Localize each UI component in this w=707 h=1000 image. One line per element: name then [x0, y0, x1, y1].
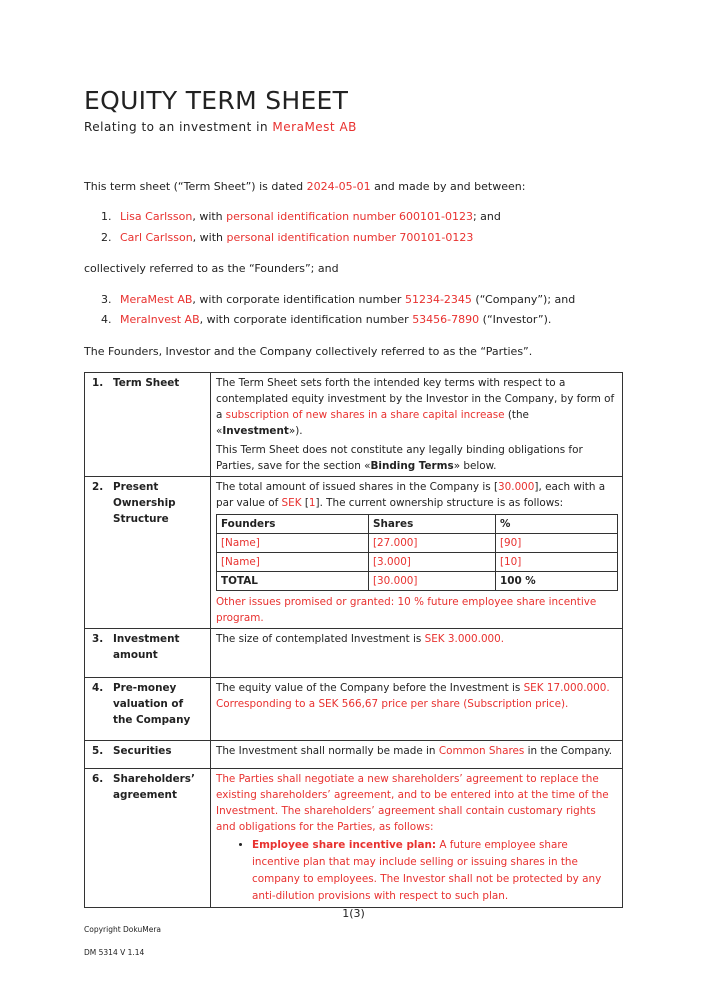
party-number: 2. — [101, 231, 112, 244]
page-number: 1(3) — [342, 907, 365, 920]
term-sheet-date: 2024-05-01 — [306, 180, 371, 193]
body-highlight: 1 — [308, 497, 316, 509]
section-row-valuation — [85, 678, 623, 741]
section-label: Term Sheet — [113, 377, 180, 389]
ownership-cell: [27.000] — [369, 534, 496, 553]
section-label: Investment amount — [113, 633, 180, 661]
body-highlight: SEK 17.000.000. Corresponding to a SEK 566,67 price per share (Subscription price). — [216, 682, 610, 710]
party-text: , with — [192, 210, 227, 223]
party-item-2 — [101, 231, 473, 244]
body-highlight: SEK — [281, 497, 302, 509]
section-label-cell — [85, 373, 211, 477]
ownership-table — [216, 514, 618, 591]
section-label: Present Ownership Structure — [113, 481, 176, 525]
section-label-cell — [85, 678, 211, 741]
body-text: ]. The current ownership structure is as follows: — [315, 497, 564, 509]
party-text: , with — [192, 231, 227, 244]
ownership-total-shares: [30.000] — [369, 572, 496, 591]
document-subtitle — [84, 120, 357, 134]
section-number: 2. — [92, 481, 104, 493]
party-number: 3. — [101, 293, 112, 306]
section-row-term-sheet — [85, 373, 623, 477]
subtitle-prefix: Relating to an investment in — [84, 120, 273, 134]
section-number: 1. — [92, 377, 104, 389]
ownership-cell: [3.000] — [369, 553, 496, 572]
body-text: The Investment shall normally be made in — [216, 745, 439, 757]
ownership-total-percent: 100 % — [496, 572, 618, 591]
party-name: Lisa Carlsson — [120, 210, 193, 223]
section-paragraph — [216, 442, 618, 474]
list-item-text: A future employee share incentive plan that may include selling or issuing shares in the company to employees. The Investor shall not be protected by any anti-dilution provisions with respect to such plan. — [252, 839, 602, 902]
section-body — [211, 741, 623, 769]
ownership-total-row — [217, 572, 618, 591]
shareholder-terms-list — [216, 837, 618, 905]
section-paragraph — [216, 479, 618, 511]
body-text: The equity value of the Company before the Investment is — [216, 682, 524, 694]
party-number: 4. — [101, 313, 112, 326]
body-text: »). — [288, 425, 303, 437]
body-bold: Investment — [222, 425, 289, 437]
list-item-title: Employee share incentive plan: — [252, 839, 437, 851]
section-number: 3. — [92, 633, 104, 645]
section-label-cell — [85, 769, 211, 908]
intro-paragraph — [84, 180, 525, 193]
ownership-cell: [90] — [496, 534, 618, 553]
intro-text-end: and made by and between: — [370, 180, 526, 193]
ownership-header: Founders — [217, 515, 369, 534]
body-highlight: Common Shares — [438, 745, 525, 757]
body-text: The total amount of issued shares in the Company is [ — [216, 481, 499, 493]
party-id: personal identification number 700101-0123 — [226, 231, 474, 244]
section-label: Securities — [113, 745, 172, 757]
body-text: in the Company. — [524, 745, 613, 757]
version-label: DM 5314 V 1.14 — [84, 948, 145, 957]
ownership-header: % — [496, 515, 618, 534]
body-text: » below. — [453, 460, 497, 472]
section-label-cell — [85, 741, 211, 769]
section-paragraph — [216, 375, 618, 439]
party-item-3 — [101, 293, 575, 306]
section-row-investment — [85, 629, 623, 678]
body-text: [ — [301, 497, 309, 509]
ownership-header: Shares — [369, 515, 496, 534]
body-text: ], each with a par value of — [216, 481, 606, 509]
body-highlight: SEK 3.000.000. — [424, 633, 505, 645]
party-name: MeraInvest AB — [120, 313, 200, 326]
parties-paragraph: The Founders, Investor and the Company collectively referred to as the “Parties”. — [84, 345, 533, 358]
body-text: (the « — [216, 409, 529, 437]
list-item — [252, 837, 618, 905]
section-body — [211, 477, 623, 629]
party-text: , with corporate identification number — [199, 313, 413, 326]
section-body — [211, 678, 623, 741]
founders-paragraph: collectively referred to as the “Founders”; and — [84, 262, 339, 275]
section-body — [211, 629, 623, 678]
body-text: The size of contemplated Investment is — [216, 633, 425, 645]
section-number: 6. — [92, 773, 104, 785]
section-paragraph: The Parties shall negotiate a new shareholders’ agreement to replace the existing shareholders’ agreement, and to be entered into at the time of the Investment. The shareholders’ agreement shall contain customary rights and obligations for the Parties, as follows: — [216, 773, 609, 833]
party-text: , with corporate identification number — [192, 293, 405, 306]
party-id: 53456-7890 — [412, 313, 480, 326]
party-name: MeraMest AB — [120, 293, 193, 306]
section-body — [211, 373, 623, 477]
intro-text: This term sheet (“Term Sheet”) is dated — [84, 180, 307, 193]
section-label: Shareholders’ agreement — [113, 773, 195, 801]
copyright: Copyright DokuMera — [84, 925, 162, 934]
ownership-header-row — [217, 515, 618, 534]
section-body — [211, 769, 623, 908]
party-id: 51234-2345 — [404, 293, 472, 306]
terms-table — [84, 372, 623, 908]
ownership-note: Other issues promised or granted: 10 % future employee share incentive program. — [216, 596, 597, 624]
party-end: (“Investor”). — [479, 313, 552, 326]
party-item-1 — [101, 210, 501, 223]
document-title: EQUITY TERM SHEET — [84, 86, 349, 115]
subtitle-company: MeraMest AB — [272, 120, 357, 134]
section-row-shareholders — [85, 769, 623, 908]
section-row-ownership — [85, 477, 623, 629]
party-end: (“Company”); and — [471, 293, 576, 306]
party-item-4 — [101, 313, 551, 326]
body-bold: Binding Terms — [370, 460, 454, 472]
party-id: personal identification number 600101-0123 — [226, 210, 473, 223]
ownership-total-label: TOTAL — [217, 572, 369, 591]
ownership-cell: [Name] — [217, 534, 369, 553]
section-label-cell — [85, 477, 211, 629]
ownership-cell: [10] — [496, 553, 618, 572]
section-number: 4. — [92, 682, 104, 694]
party-name: Carl Carlsson — [120, 231, 193, 244]
section-label-cell — [85, 629, 211, 678]
party-number: 1. — [101, 210, 112, 223]
ownership-cell: [Name] — [217, 553, 369, 572]
section-label: Pre-money valuation of the Company — [113, 682, 191, 726]
body-highlight: subscription of new shares in a share capital increase — [225, 409, 505, 421]
body-text: The Term Sheet sets forth the intended key terms with respect to a contemplated equity investment by the Investor in the Company, by form of a — [216, 377, 615, 421]
table-row — [217, 534, 618, 553]
table-row — [217, 553, 618, 572]
body-text: This Term Sheet does not constitute any legally binding obligations for Parties, save for the section « — [216, 444, 583, 472]
party-end: ; and — [472, 210, 501, 223]
section-row-securities — [85, 741, 623, 769]
section-number: 5. — [92, 745, 104, 757]
body-highlight: 30.000 — [498, 481, 535, 493]
